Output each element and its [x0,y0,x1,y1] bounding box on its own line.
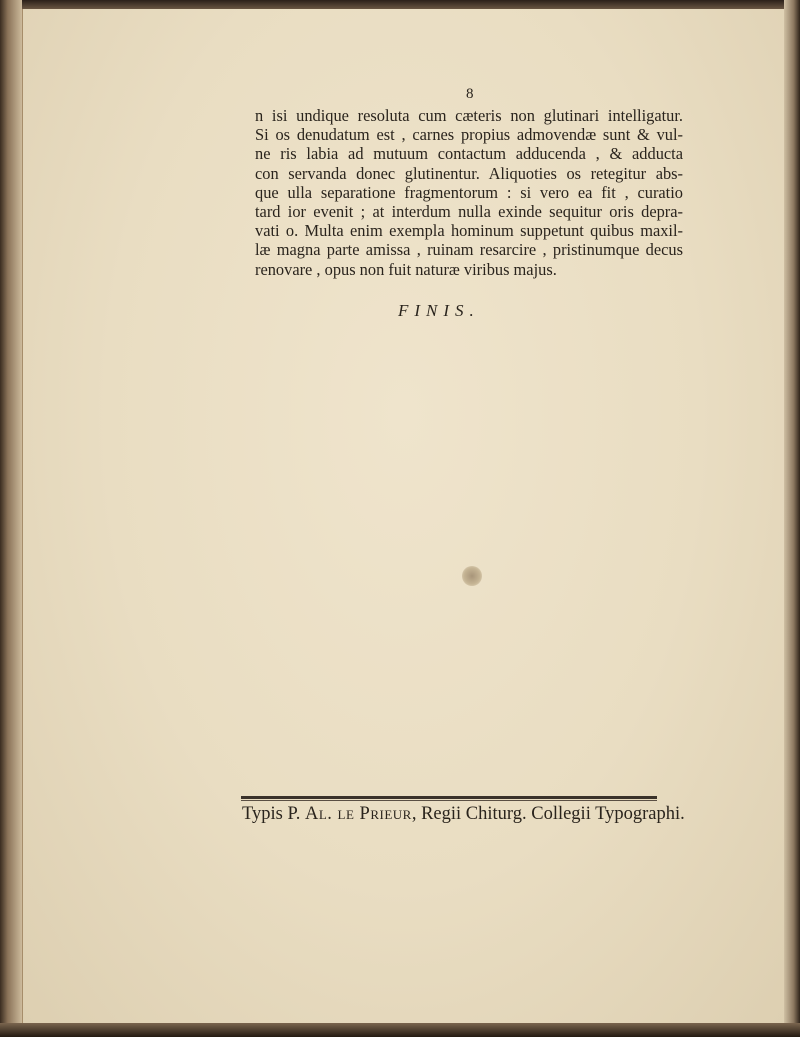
binding-edge-right [784,0,800,1037]
text-line: con servanda donec glutinentur. Aliquoties os retegitur abs- [255,163,683,183]
imprint-printer-name: Al. le Prieur [304,804,412,824]
imprint-suffix: , Regii Chiturg. Collegii Typographi. [411,804,685,824]
finis-heading: FINIS. [398,301,480,320]
ink-stain [462,566,482,586]
text-line: tard ior evenit ; at interdum nulla exinde sequitur oris depra- [255,201,683,221]
imprint-prefix: Typis P. [242,804,305,824]
text-line: que ulla separatione fragmentorum : si vero ea fit , curatio [255,182,683,202]
binding-edge-top [0,0,800,9]
binding-edge-left [0,0,22,1037]
separator-rule-thin [241,800,657,801]
text-line: ne ris labia ad mutuum contactum adducenda , & adducta [255,144,683,164]
body-paragraph [255,106,683,279]
printer-imprint [242,804,685,825]
text-line: læ magna parte amissa , ruinam resarcire , pristinumque decus [255,240,683,260]
binding-edge-bottom [0,1023,800,1037]
page-number: 8 [466,86,474,102]
text-line: renovare , opus non fuit naturæ viribus majus. [255,259,557,279]
text-line: vati o. Multa enim exempla hominum suppetunt quibus maxil- [255,221,683,241]
text-line: n isi undique resoluta cum cæteris non glutinari intelligatur. [255,106,683,125]
separator-rule [241,796,657,799]
text-line: Si os denudatum est , carnes propius admovendæ sunt & vul- [255,125,683,145]
